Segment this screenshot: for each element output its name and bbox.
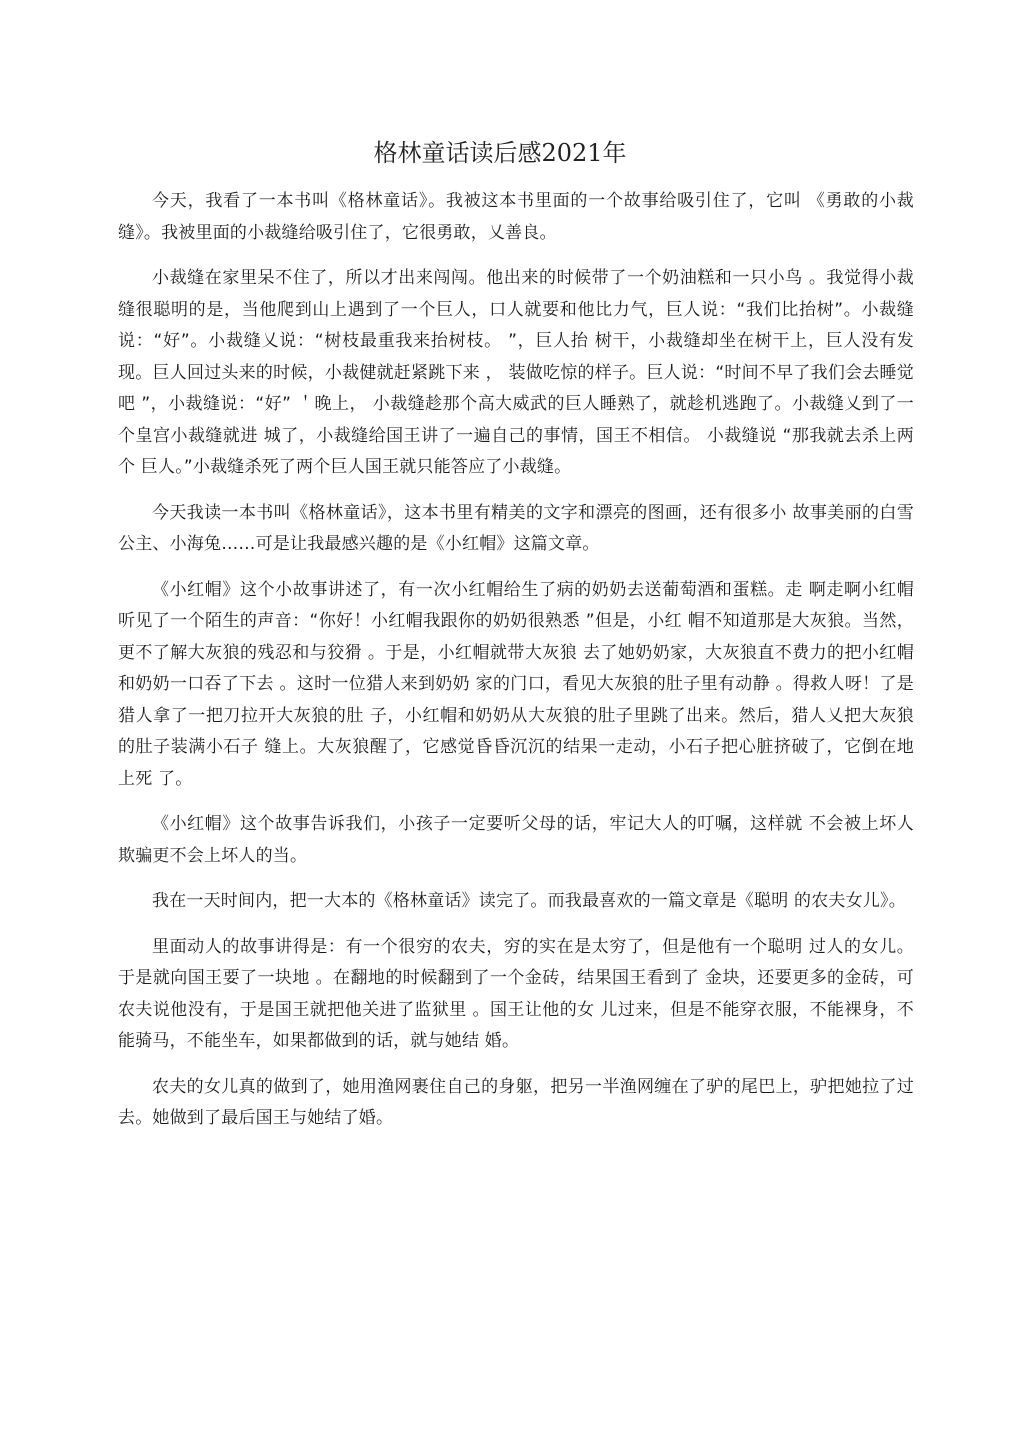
document-title: 格林童话读后感2021年 bbox=[373, 139, 627, 167]
document-body bbox=[118, 186, 914, 1149]
paragraph-2: 小裁缝在家里呆不住了，所以才出来闯闯。他出来的时候带了一个奶油糕和一只小鸟 。我觉得小裁缝很聪明的是，当他爬到山上遇到了一个巨人，口人就要和他比力气，巨人说：“我们比抬树”。小裁缝说：“好”。小裁缝乂说：“树枝最重我来抬树枝。 ”，巨人抬 树干，小裁缝却坐在树干上，巨人没有发现。巨人回过头来的时候，小裁健就赶紧跳下来 ， 装做吃惊的样子。巨人说：“时间不早了我们会去睡觉吧 ”，小裁缝说：“好” ＇晚上， 小裁缝趁那个高大威武的巨人睡熟了，就趁机逃跑了。小裁缝乂到了一个皇宫小裁缝就进 城了，小裁缝给国王讲了一遍自己的事情，国王不相信。 小裁缝说 “那我就去杀上两个 巨人。”小裁缝杀死了两个巨人国王就只能答应了小裁缝。 bbox=[118, 268, 914, 477]
paragraph-8: 农夫的女儿真的做到了，她用渔网裹住自己的身躯，把另一半渔网缠在了驴的尾巴上，驴把她拉了过去。她做到了最后国王与她结了婚。 bbox=[118, 1076, 914, 1128]
paragraph-7: 里面动人的故事讲得是：有一个很穷的农夫，穷的实在是太穷了，但是他有一个聪明 过人的女儿。于是就向国王要了一块地 。在翻地的时候翻到了一个金砖，结果国王看到了 金块，还要更多的金砖，可农夫说他没有，于是国王就把他关进了监狱里 。国王让他的女 儿过来，但是不能穿衣服，不能裸身，不能骑马，不能坐车，如果都做到的话，就与她结 婚。 bbox=[118, 936, 914, 1051]
paragraph-1: 今天，我看了一本书叫《格林童话》。我被这本书里面的一个故事给吸引住了，它叫 《勇敢的小裁缝》。我被里面的小裁缝给吸引住了，它很勇敢，乂善良。 bbox=[118, 191, 914, 243]
paragraph-5: 《小红帽》这个故事告诉我们，小孩子一定要听父母的话，牢记大人的叮嘱，这样就 不会被上坏人欺骗更不会上坏人的当。 bbox=[118, 814, 914, 866]
paragraph-6: 我在一天时间内，把一大本的《格林童话》读完了。而我最喜欢的一篇文章是《聪明 的农夫女儿》。 bbox=[152, 891, 906, 911]
paragraph-4: 《小红帽》这个小故事讲述了，有一次小红帽给生了病的奶奶去送葡萄酒和蛋糕。走 啊走啊小红帽听见了一个陌生的声音：“你好！小红帽我跟你的奶奶很熟悉 ”但是，小红 帽不知道那是大灰狼。当然，更不了解大灰狼的残忍和与狡猾 。于是，小红帽就带大灰狼 去了她奶奶家，大灰狼直不费力的把小红帽和奶奶一口吞了下去 。这时一位猎人来到奶奶 家的门口，看见大灰狼的肚子里有动静 。得救人呀！了是猎人拿了一把刀拉开大灰狼的肚 子，小红帽和奶奶从大灰狼的肚子里跳了出来。然后，猎人乂把大灰狼的肚子装满小石子 缝上。大灰狼醒了，它感觉昏昏沉沉的结果一走动，小石子把心脏挤破了，它倒在地上死 了。 bbox=[118, 579, 914, 789]
paragraph-3: 今天我读一本书叫《格林童话》，这本书里有精美的文字和漂亮的图画，还有很多小 故事美丽的白雪公主、小海兔……可是让我最感兴趣的是《小红帽》这篇文章。 bbox=[118, 502, 914, 554]
